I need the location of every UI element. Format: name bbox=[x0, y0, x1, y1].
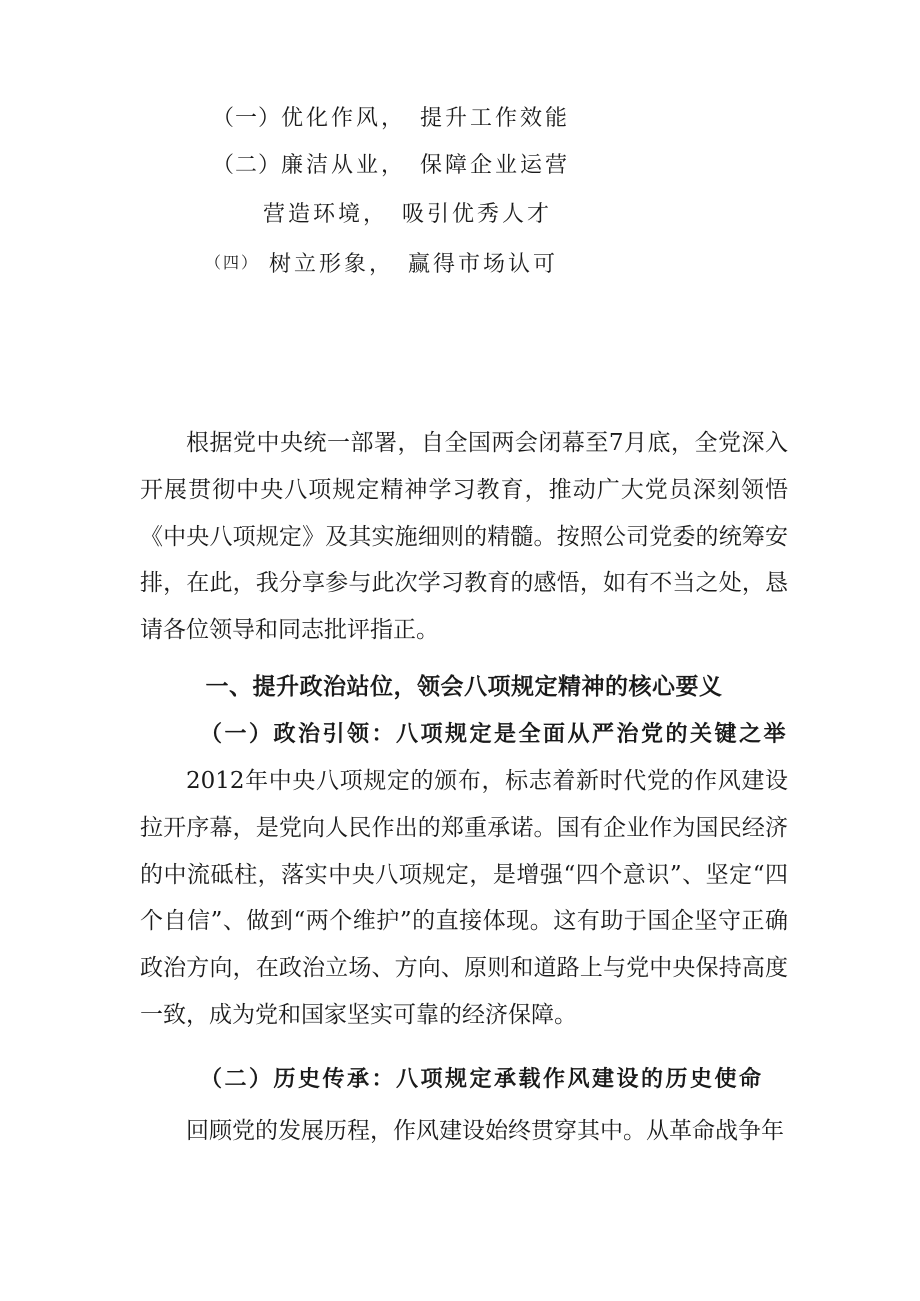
toc-item-number: （二） bbox=[212, 153, 282, 178]
subsection-heading: （一）政治引领：八项规定是全面从严治党的关键之举 bbox=[200, 721, 789, 747]
subsection-paragraph: 回顾党的发展历程，作风建设始终贯穿其中。从革命战争年 bbox=[186, 1118, 784, 1144]
subsection-heading: （二）历史传承：八项规定承载作风建设的历史使命 bbox=[200, 1066, 764, 1092]
toc-item bbox=[212, 151, 570, 181]
toc-item bbox=[263, 200, 552, 230]
toc-item bbox=[212, 104, 570, 134]
toc-item-left: 优化作风， bbox=[281, 106, 407, 131]
section-heading: 一、提升政治站位，领会八项规定精神的核心要义 bbox=[205, 674, 723, 700]
toc-item bbox=[205, 248, 558, 280]
toc-item-left: 营造环境， bbox=[263, 202, 389, 227]
toc-item-number: （一） bbox=[212, 106, 282, 131]
toc-item-number: （四） bbox=[205, 253, 260, 272]
intro-paragraph: 根据党中央统一部署，自全国两会闭幕至7月底，全党深入开展贯彻中央八项规定精神学习教育，推动广大党员深刻领悟《中央八项规定》及其实施细则的精髓。按照公司党委的统筹安排，在此，我分享参与此次学习教育的感悟，如有不当之处，恳请各位领导和同志批评指正。 bbox=[140, 430, 788, 644]
toc-item-right: 吸引优秀人才 bbox=[402, 202, 553, 227]
toc-item-right: 提升工作效能 bbox=[420, 106, 571, 131]
toc-item-right: 保障企业运营 bbox=[420, 153, 571, 178]
toc-item-left: 树立形象， bbox=[269, 252, 395, 277]
toc-item-left: 廉洁从业， bbox=[281, 153, 407, 178]
toc-item-right: 赢得市场认可 bbox=[408, 252, 559, 277]
subsection-paragraph: 2012年中央八项规定的颁布，标志着新时代党的作风建设拉开序幕，是党向人民作出的郑重承诺。国有企业作为国民经济的中流砥柱，落实中央八项规定，是增强“四个意识”、坚定“四个自信”、做到“两个维护”的直接体现。这有助于国企坚守正确政治方向，在政治立场、方向、原则和道路上与党中央保持高度一致，成为党和国家坚实可靠的经济保障。 bbox=[140, 768, 788, 1028]
